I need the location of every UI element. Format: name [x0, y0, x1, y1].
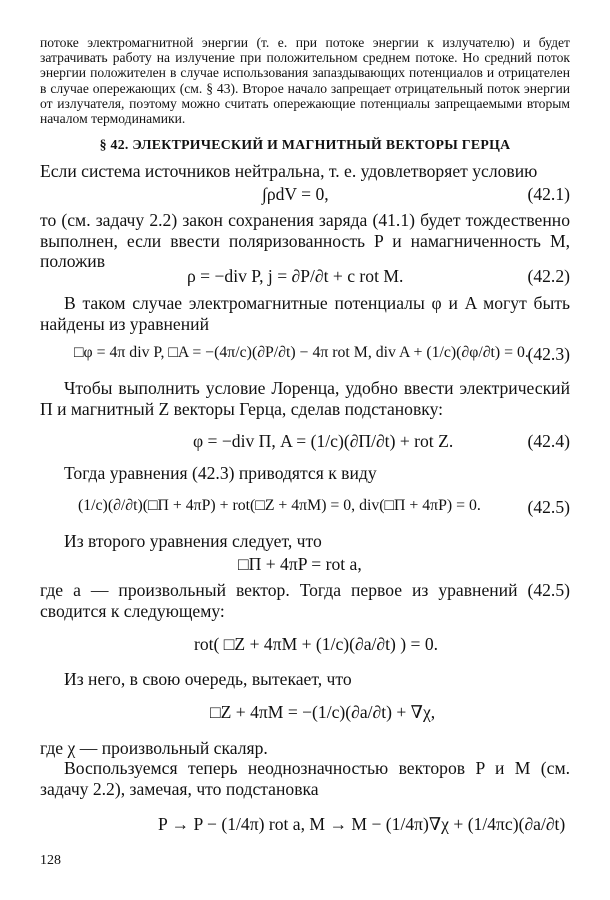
equation-expression: rot( □Z + 4πM + (1/c)(∂a/∂t) ) = 0.	[194, 634, 439, 654]
paragraph-1: Если система источников нейтральна, т. е. удовлетворяет условию	[40, 161, 538, 181]
equation-number: (42.1)	[527, 184, 570, 204]
paragraph-6: Из второго уравнения следует, что	[64, 531, 322, 551]
equation-number: (42.2)	[527, 266, 570, 286]
intro-paragraph: потоке электромагнитной энергии (т. е. при потоке энергии к излучателю) и будет затрачивать работу на излучение при положительном среднем потоке. Но средний поток энергии положителен в случае использования запаздывающих потенциалов и отрицателен в случае опережающих (см. § 43). Второе начало запрещает отрицательный поток энергии от излучателя, поэтому можно считать опережающие потенциалы запрещаемыми вторым началом термодинамики.	[40, 35, 570, 127]
page-number: 128	[40, 853, 61, 868]
paragraph-4: Чтобы выполнить условие Лоренца, удобно ввести электрический Π и магнитный Z векторы Герца, сделав подстановку:	[40, 378, 570, 419]
equation-number: (42.3)	[527, 344, 570, 364]
equation-42-5	[40, 493, 570, 523]
equation-8	[40, 698, 570, 728]
equation-6	[40, 550, 570, 580]
equation-number: (42.5)	[527, 497, 570, 517]
section-heading: § 42. ЭЛЕКТРИЧЕСКИЙ И МАГНИТНЫЙ ВЕКТОРЫ ГЕРЦА	[99, 137, 511, 152]
equation-expression: (1/c)(∂/∂t)(□Π + 4πP) + rot(□Z + 4πM) = 0, div(□Π + 4πP) = 0.	[78, 497, 481, 514]
equation-expression: □Π + 4πP = rot a,	[238, 554, 362, 574]
paragraph-8: Из него, в свою очередь, вытекает, что	[64, 669, 352, 689]
paragraph-5: Тогда уравнения (42.3) приводятся к виду	[64, 463, 377, 483]
equation-number: (42.4)	[527, 431, 570, 451]
equation-7	[40, 630, 570, 660]
equation-9	[40, 810, 570, 840]
paragraph-3: В таком случае электромагнитные потенциалы φ и A могут быть найдены из уравнений	[40, 293, 570, 334]
equation-42-2	[40, 262, 570, 292]
equation-42-4	[40, 427, 570, 457]
paragraph-10: Воспользуемся теперь неоднозначностью векторов P и M (см. задачу 2.2), замечая, что подстановка	[40, 758, 570, 799]
paragraph-9: где χ — произвольный скаляр.	[40, 738, 268, 758]
equation-expression: ∫ρdV = 0,	[262, 184, 329, 204]
equation-expression: □Z + 4πM = −(1/c)(∂a/∂t) + ∇χ,	[210, 702, 436, 722]
equation-42-3	[40, 340, 570, 370]
paragraph-2: то (см. задачу 2.2) закон сохранения заряда (41.1) будет тождественно выполнен, если ввести поляризованность P и намагниченность M, положив	[40, 210, 570, 271]
equation-expression: φ = −div Π, A = (1/c)(∂Π/∂t) + rot Z.	[193, 431, 454, 451]
paragraph-7: где a — произвольный вектор. Тогда первое из уравнений (42.5) сводится к следующему:	[40, 580, 570, 621]
equation-expression: □φ = 4π div P, □A = −(4π/c)(∂P/∂t) − 4π rot M, div A + (1/c)(∂φ/∂t) = 0.	[74, 344, 529, 361]
equation-42-1	[40, 180, 570, 210]
equation-expression: ρ = −div P, j = ∂P/∂t + c rot M.	[187, 266, 404, 286]
equation-expression: P → P − (1/4π) rot a, M → M − (1/4π)∇χ + (1/4πc)(∂a/∂t)	[158, 814, 566, 834]
